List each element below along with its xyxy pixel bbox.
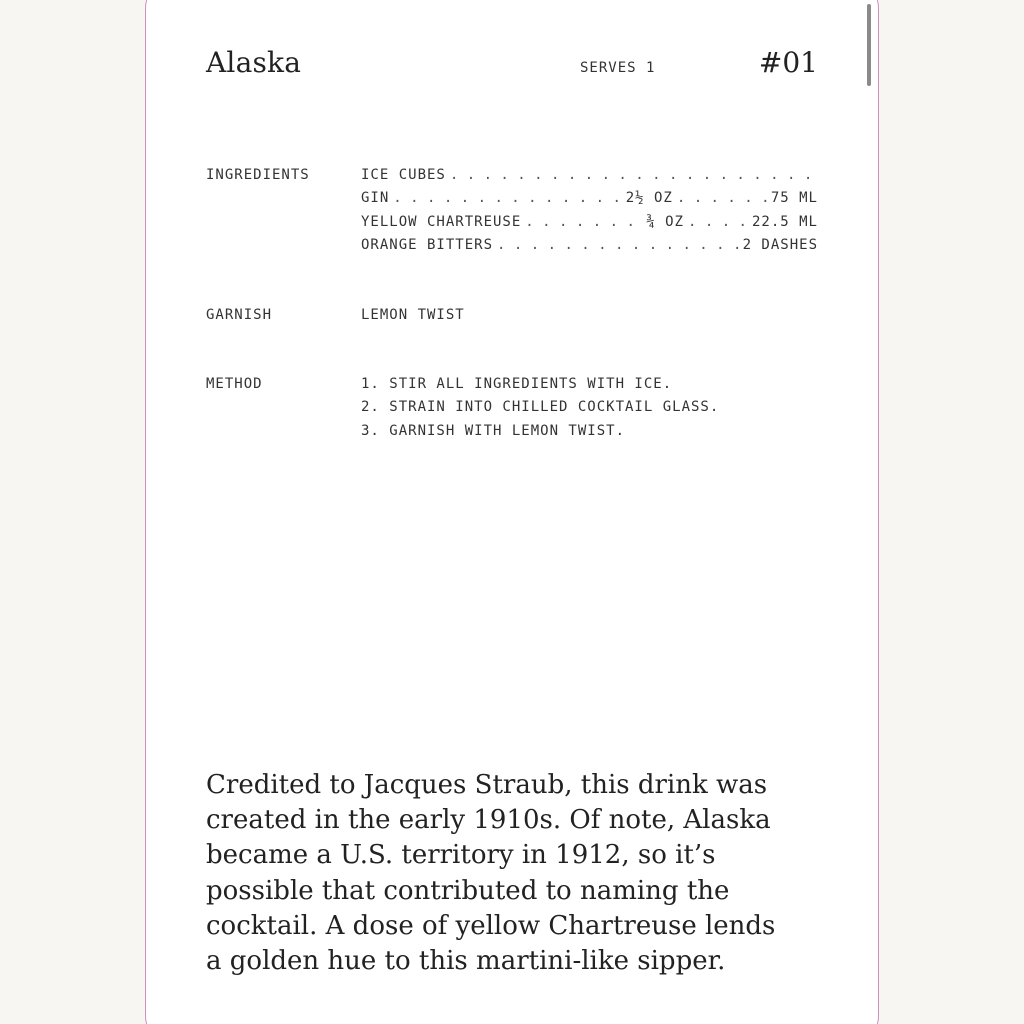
- ingredient-name: YELLOW CHARTREUSE: [361, 213, 522, 230]
- ingredient-name: ICE CUBES: [361, 167, 446, 183]
- ingredient-qty-metric: 75 ML: [770, 190, 818, 207]
- serves-count: SERVES 1: [580, 60, 656, 76]
- ingredient-qty-metric: 2 DASHES: [742, 236, 818, 253]
- ingredient-qty-imperial: ¾ OZ: [646, 213, 684, 230]
- garnish-label: GARNISH: [206, 307, 273, 323]
- ingredients-label: INGREDIENTS: [206, 167, 310, 183]
- method-steps: [361, 376, 818, 446]
- ingredient-qty-imperial: 2½ OZ: [625, 190, 673, 207]
- ingredients-section: [206, 167, 818, 267]
- ingredient-name: ORANGE BITTERS: [361, 236, 494, 253]
- ingredient-qty-metric: 22.5 ML: [751, 213, 818, 230]
- leader-dots: [497, 237, 739, 253]
- method-step: 3. GARNISH WITH LEMON TWIST.: [361, 422, 626, 439]
- ingredient-row: [361, 237, 818, 260]
- method-step: 1. STIR ALL INGREDIENTS WITH ICE.: [361, 376, 673, 392]
- method-body: [361, 376, 818, 446]
- recipe-description: Credited to Jacques Straub, this drink was created in the early 1910s. Of note, Alaska became a U.S. territory in 1912, so it’s possible that contributed to naming the cocktail. A dose of yellow Chartreuse lends a golden hue to this martini-like sipper.: [206, 770, 776, 977]
- leader-dots: [525, 214, 642, 230]
- ingredient-name: GIN: [361, 190, 390, 207]
- recipe-title: Alaska: [206, 46, 302, 79]
- garnish-section: [206, 307, 818, 337]
- method-step: 2. STRAIN INTO CHILLED COCKTAIL GLASS.: [361, 399, 720, 416]
- recipe-card[interactable]: [146, 0, 878, 1024]
- ingredient-row: [361, 167, 818, 190]
- leader-dots: [450, 167, 814, 183]
- leader-dots: [393, 190, 621, 206]
- leader-dots: [677, 190, 767, 206]
- scrollbar-thumb[interactable]: [867, 4, 871, 86]
- garnish-value: LEMON TWIST: [361, 307, 465, 323]
- ingredient-row: [361, 214, 818, 237]
- ingredient-row: [361, 190, 818, 213]
- leader-dots: [688, 214, 748, 230]
- method-label: METHOD: [206, 376, 263, 392]
- recipe-number: #01: [758, 46, 818, 79]
- ingredients-list: [361, 167, 818, 260]
- method-section: [206, 376, 818, 456]
